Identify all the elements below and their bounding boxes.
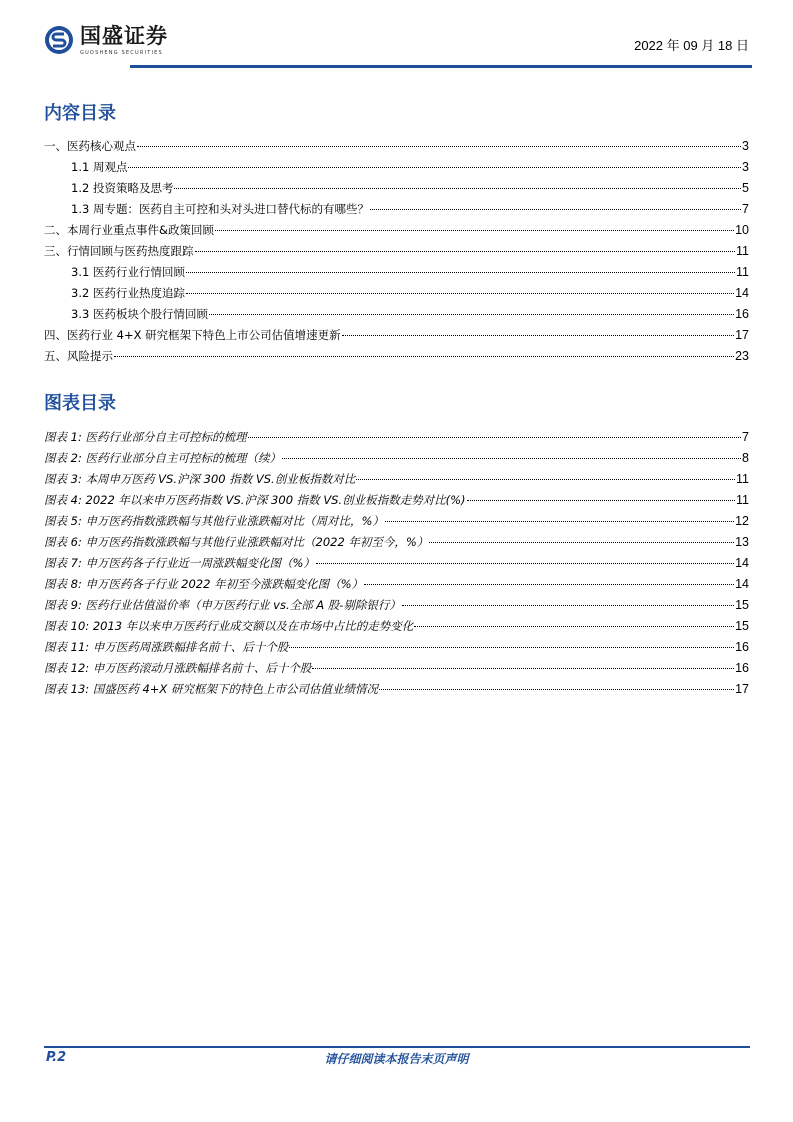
toc-entry[interactable]	[44, 325, 749, 346]
entry-label: 图表 6: 申万医药指数涨跌幅与其他行业涨跌幅对比（2022 年初至今，%）	[44, 535, 429, 549]
toc-entry[interactable]	[44, 178, 749, 199]
entry-label: 图表 13: 国盛医药 4+X 研究框架下的特色上市公司估值业绩情况	[44, 682, 378, 696]
figures-title: 图表目录	[44, 393, 116, 414]
dot-leader	[195, 251, 736, 252]
entry-label: 3.1 医药行业行情回顾	[71, 265, 185, 279]
toc-title: 内容目录	[44, 103, 116, 124]
report-date: 2022 年 09 月 18 日	[634, 38, 749, 53]
dot-leader	[385, 521, 734, 522]
figures-list	[44, 427, 749, 700]
entry-page: 16	[735, 661, 749, 675]
dot-leader	[137, 146, 741, 147]
entry-page: 3	[742, 139, 749, 153]
entry-page: 15	[735, 598, 749, 612]
figure-entry[interactable]	[44, 532, 749, 553]
entry-page: 11	[736, 493, 749, 507]
dot-leader	[209, 314, 734, 315]
dot-leader	[402, 605, 734, 606]
dot-leader	[128, 167, 741, 168]
figure-entry[interactable]	[44, 637, 749, 658]
footer-disclaimer: 请仔细阅读本报告末页声明	[324, 1052, 469, 1066]
figure-entry[interactable]	[44, 553, 749, 574]
entry-page: 13	[735, 535, 749, 549]
entry-page: 7	[742, 202, 749, 216]
entry-page: 11	[736, 265, 749, 279]
figure-entry[interactable]	[44, 511, 749, 532]
figure-entry[interactable]	[44, 595, 749, 616]
entry-label: 图表 5: 申万医药指数涨跌幅与其他行业涨跌幅对比（周对比，%）	[44, 514, 384, 528]
figure-entry[interactable]	[44, 490, 749, 511]
entry-page: 16	[735, 307, 749, 321]
dot-leader	[282, 458, 741, 459]
entry-page: 7	[742, 430, 749, 444]
figure-entry[interactable]	[44, 616, 749, 637]
entry-page: 11	[736, 244, 749, 258]
entry-page: 14	[735, 577, 749, 591]
entry-label: 图表 1: 医药行业部分自主可控标的梳理	[44, 430, 247, 444]
toc-list	[44, 136, 749, 367]
toc-entry[interactable]	[44, 199, 749, 220]
entry-label: 1.1 周观点	[71, 160, 128, 174]
entry-page: 23	[735, 349, 749, 363]
entry-label: 一、医药核心观点	[44, 139, 136, 153]
entry-label: 图表 2: 医药行业部分自主可控标的梳理（续）	[44, 451, 281, 465]
entry-label: 五、风险提示	[44, 349, 113, 363]
toc-entry[interactable]	[44, 241, 749, 262]
footer-divider	[44, 1046, 750, 1048]
entry-page: 12	[735, 514, 749, 528]
entry-page: 17	[735, 682, 749, 696]
header-divider	[130, 65, 752, 68]
figure-entry[interactable]	[44, 427, 749, 448]
dot-leader	[289, 647, 734, 648]
dot-leader	[342, 335, 734, 336]
entry-label: 图表 4: 2022 年以来申万医药指数 VS.沪深 300 指数 VS.创业板指数走势对比(%)	[44, 493, 466, 507]
entry-page: 5	[742, 181, 749, 195]
entry-label: 图表 9: 医药行业估值溢价率（申万医药行业 vs.全部 A 股-剔除银行）	[44, 598, 401, 612]
dot-leader	[316, 563, 734, 564]
dot-leader	[356, 479, 735, 480]
entry-label: 图表 7: 申万医药各子行业近一周涨跌幅变化图（%）	[44, 556, 315, 570]
entry-label: 3.2 医药行业热度追踪	[71, 286, 185, 300]
entry-label: 1.3 周专题：医药自主可控和头对头进口替代标的有哪些？	[71, 202, 369, 216]
entry-label: 1.2 投资策略及思考	[71, 181, 174, 195]
logo-subtitle: GUOSHENG SECURITIES	[80, 50, 163, 56]
entry-page: 17	[735, 328, 749, 342]
figure-entry[interactable]	[44, 448, 749, 469]
dot-leader	[429, 542, 734, 543]
entry-page: 8	[742, 451, 749, 465]
entry-page: 14	[735, 556, 749, 570]
dot-leader	[364, 584, 734, 585]
entry-page: 10	[735, 223, 749, 237]
toc-entry[interactable]	[44, 136, 749, 157]
entry-page: 16	[735, 640, 749, 654]
figure-entry[interactable]	[44, 574, 749, 595]
dot-leader	[114, 356, 734, 357]
page-number: P.2	[46, 1050, 67, 1065]
dot-leader	[370, 209, 741, 210]
entry-label: 图表 8: 申万医药各子行业 2022 年初至今涨跌幅变化图（%）	[44, 577, 364, 591]
toc-entry[interactable]	[44, 283, 749, 304]
dot-leader	[379, 689, 734, 690]
entry-label: 图表 3: 本周申万医药 VS.沪深 300 指数 VS.创业板指数对比	[44, 472, 356, 486]
dot-leader	[248, 437, 742, 438]
entry-label: 3.3 医药板块个股行情回顾	[71, 307, 208, 321]
entry-label: 图表 12: 申万医药滚动月涨跌幅排名前十、后十个股	[44, 661, 312, 675]
dot-leader	[467, 500, 735, 501]
entry-page: 3	[742, 160, 749, 174]
entry-page: 15	[735, 619, 749, 633]
entry-page: 14	[735, 286, 749, 300]
figure-entry[interactable]	[44, 469, 749, 490]
entry-label: 三、行情回顾与医药热度跟踪	[44, 244, 194, 258]
entry-label: 图表 10: 2013 年以来申万医药行业成交额以及在市场中占比的走势变化	[44, 619, 414, 633]
dot-leader	[186, 293, 734, 294]
dot-leader	[312, 668, 734, 669]
dot-leader	[215, 230, 734, 231]
toc-entry[interactable]	[44, 346, 749, 367]
dot-leader	[414, 626, 734, 627]
logo-icon	[44, 25, 74, 55]
figure-entry[interactable]	[44, 658, 749, 679]
entry-label: 二、本周行业重点事件&政策回顾	[44, 223, 214, 237]
toc-entry[interactable]	[44, 304, 749, 325]
entry-label: 四、医药行业 4+X 研究框架下特色上市公司估值增速更新	[44, 328, 341, 342]
toc-entry[interactable]	[44, 220, 749, 241]
dot-leader	[186, 272, 735, 273]
toc-entry[interactable]	[44, 157, 749, 178]
entry-label: 图表 11: 申万医药周涨跌幅排名前十、后十个股	[44, 640, 289, 654]
logo-text: 国盛证券	[80, 24, 168, 48]
toc-entry[interactable]	[44, 262, 749, 283]
figure-entry[interactable]	[44, 679, 749, 700]
dot-leader	[174, 188, 741, 189]
entry-page: 11	[736, 472, 749, 486]
